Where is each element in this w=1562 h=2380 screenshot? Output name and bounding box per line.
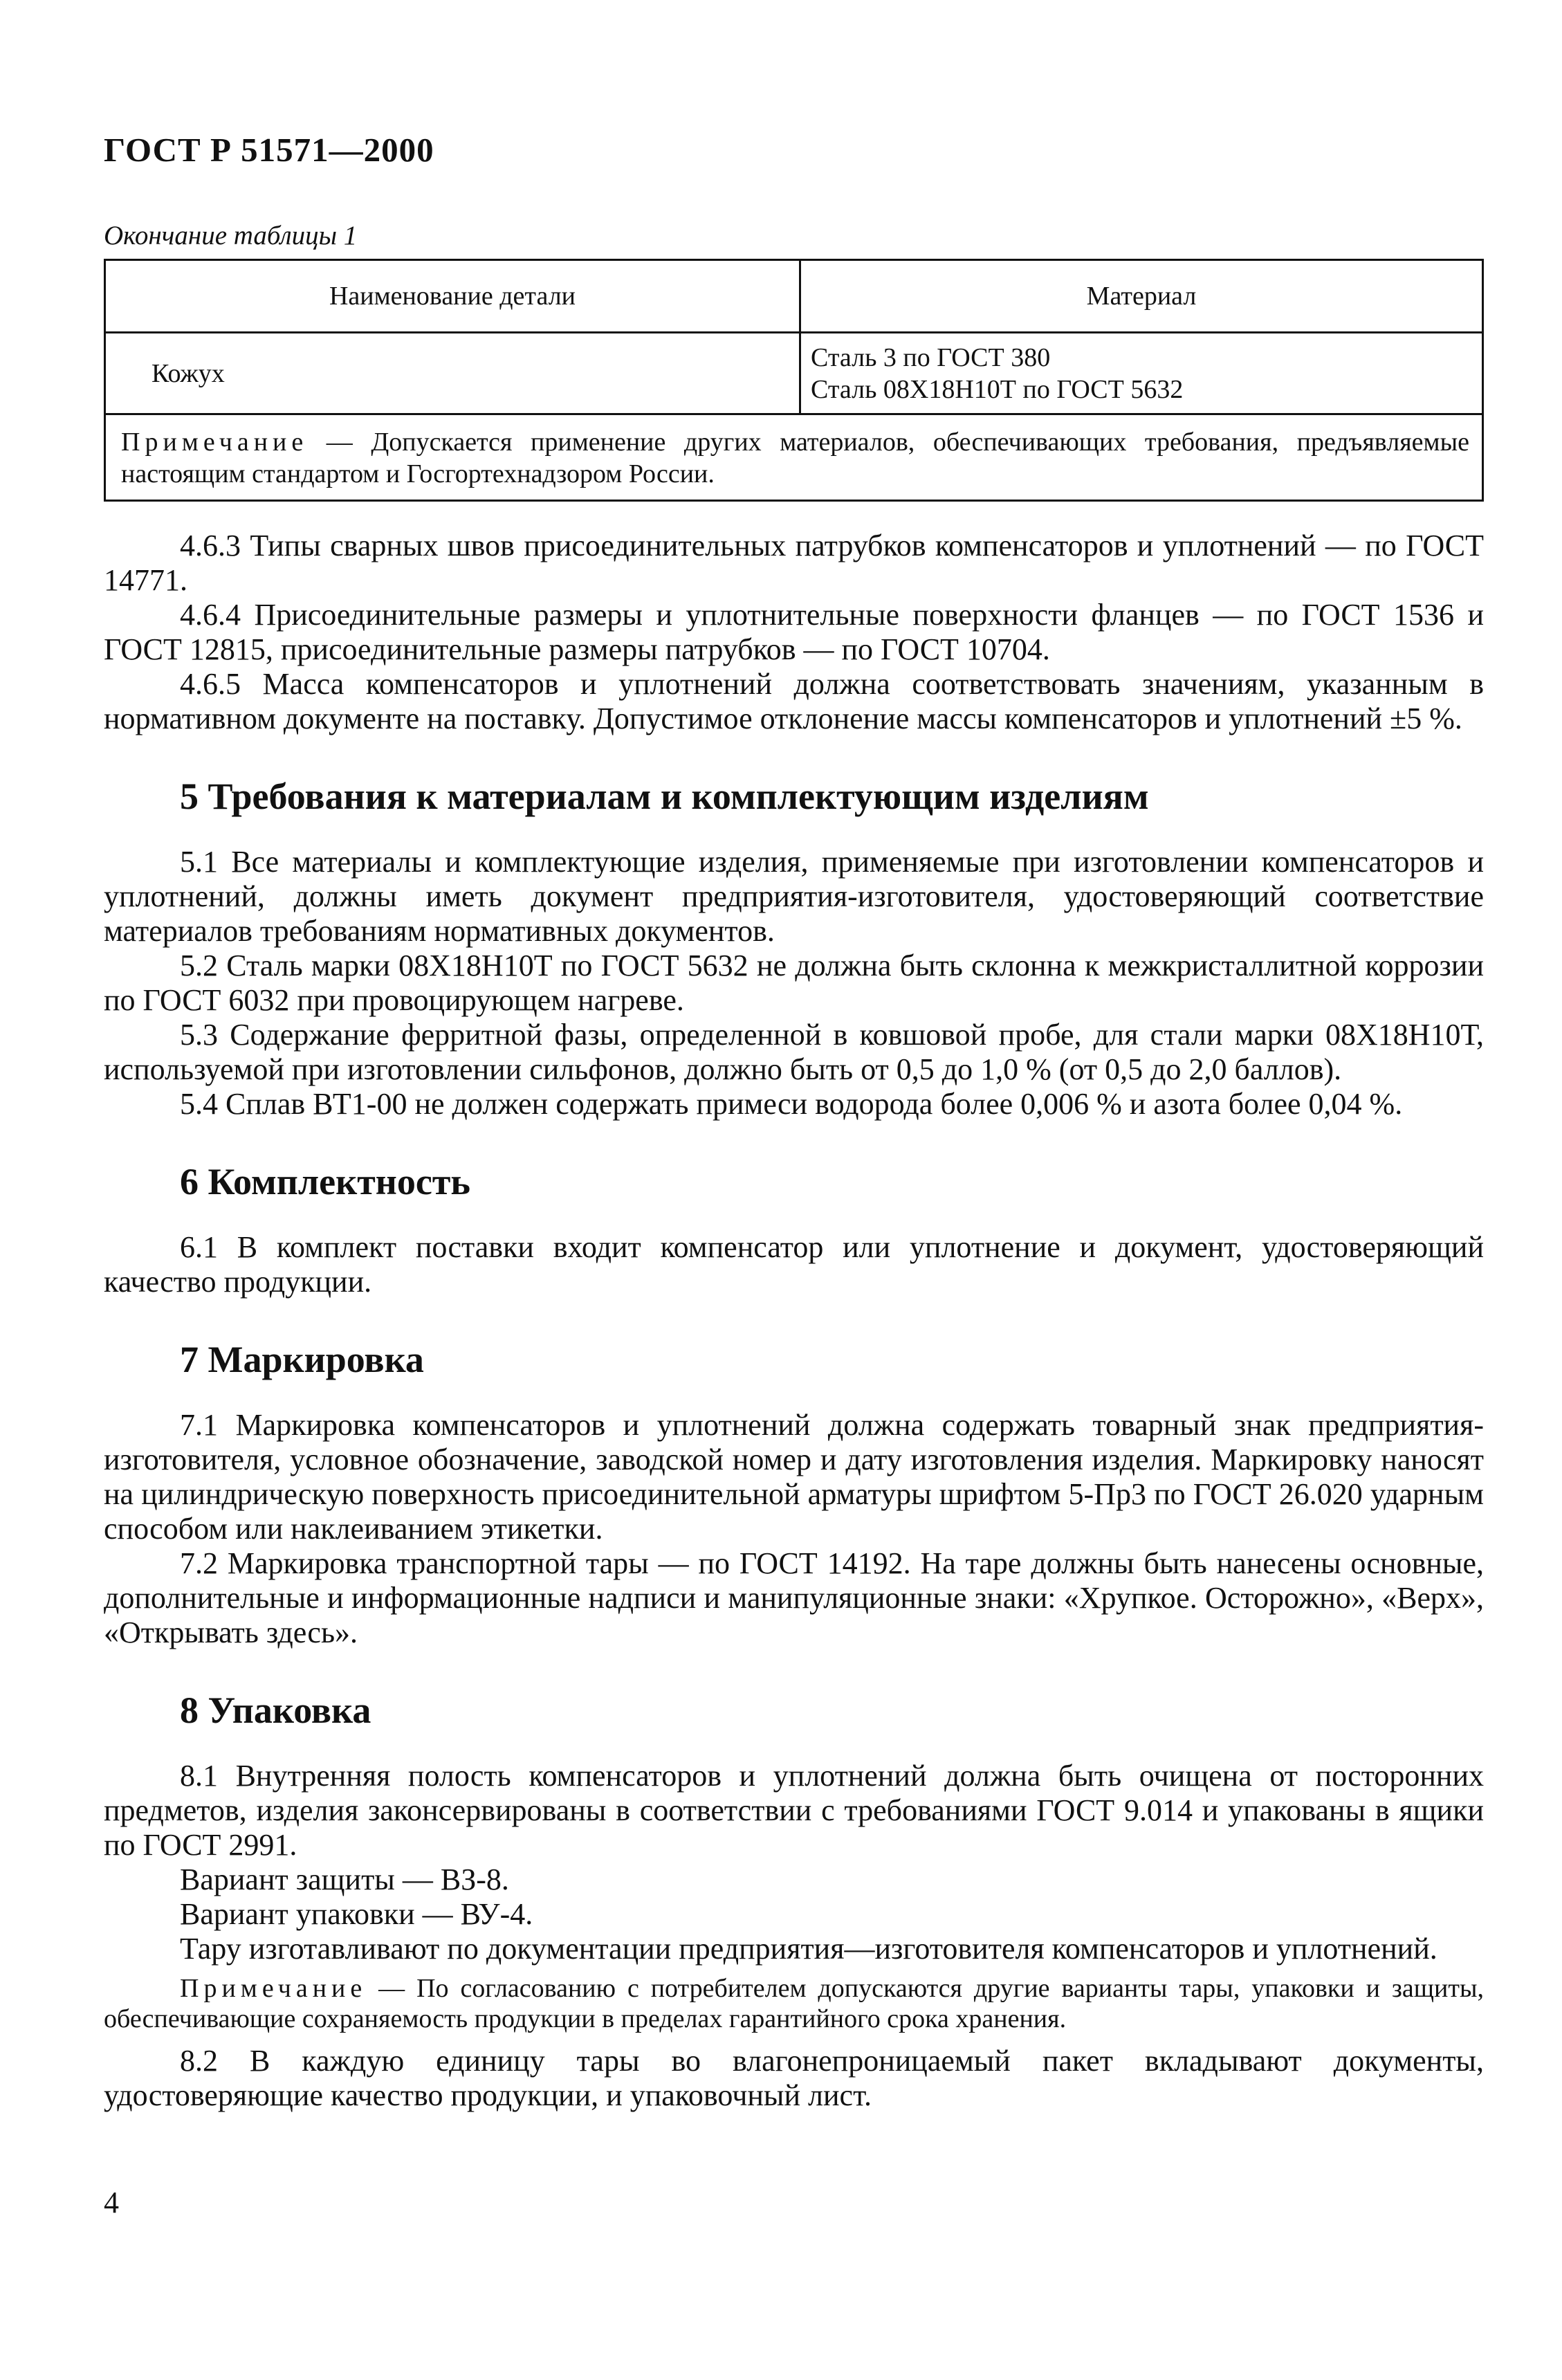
material-line: Сталь 08Х18Н10Т по ГОСТ 5632 — [811, 374, 1184, 404]
paragraph-container-docs: Тару изготавливают по документации предприятия—изготовителя компенсаторов и уплотнений. — [180, 1932, 1437, 1966]
table-note — [105, 414, 1483, 501]
paragraph-8-1: 8.1 Внутренняя полость компенсаторов и уплотнений должна быть очищена от посторонних предметов, изделия законсервированы в соответствии с требованиями ГОСТ 9.014 и упакованы в ящики по ГОСТ 2991. — [104, 1759, 1484, 1862]
header-part-name: Наименование детали — [105, 260, 800, 333]
table-caption: Окончание таблицы 1 — [104, 221, 358, 250]
paragraph-protection-variant: Вариант защиты — ВЗ-8. — [180, 1862, 509, 1896]
body-text — [104, 529, 1484, 2113]
note-text: — По согласованию с потребителем допускаются другие варианты тары, упаковки и защиты, обеспечивающие сохраняемость продукции в пределах гарантийного срока хранения. — [104, 1974, 1484, 2033]
paragraph-5-3: 5.3 Содержание ферритной фазы, определенной в ковшовой пробе, для стали марки 08Х18Н10Т, используемой при изготовлении сильфонов, должно быть от 0,5 до 1,0 % (от 0,5 до 2,0 баллов). — [104, 1018, 1484, 1086]
materials-table — [104, 259, 1484, 502]
note-label: Примечание — [121, 428, 309, 457]
cell-part: Кожух — [105, 333, 800, 414]
header-material: Материал — [800, 260, 1483, 333]
material-line: Сталь 3 по ГОСТ 380 — [811, 342, 1051, 372]
cell-material — [800, 333, 1483, 414]
note-text: — Допускается применение других материалов, обеспечивающих требования, предъявляемые настоящим стандартом и Госгортехнадзором России. — [121, 428, 1469, 488]
paragraph-packing-variant: Вариант упаковки — ВУ-4. — [180, 1897, 533, 1931]
paragraph-4-6-3: 4.6.3 Типы сварных швов присоединительных патрубков компенсаторов и уплотнений — по ГОСТ 14771. — [104, 529, 1484, 597]
paragraph-5-2: 5.2 Сталь марки 08Х18Н10Т по ГОСТ 5632 не должна быть склонна к межкристаллитной коррозии по ГОСТ 6032 при провоцирующем нагреве. — [104, 949, 1484, 1017]
paragraph-5-4: 5.4 Сплав ВТ1-00 не должен содержать примеси водорода более 0,006 % и азота более 0,04 %. — [180, 1087, 1403, 1121]
page-number: 4 — [104, 2186, 119, 2219]
paragraph-7-1: 7.1 Маркировка компенсаторов и уплотнений должна содержать товарный знак предприятия-изготовителя, условное обозначение, заводской номер и дату изготовления изделия. Маркировку наносят на цилиндрическую поверхность присоединительной арматуры шрифтом 5-Пр3 по ГОСТ 26.020 ударным способом или наклеиванием этикетки. — [104, 1408, 1484, 1546]
note-label: Примечание — [180, 1974, 367, 2003]
document-header: ГОСТ Р 51571—2000 — [104, 131, 434, 169]
table-note-row — [105, 414, 1483, 501]
paragraph-5-1: 5.1 Все материалы и комплектующие изделия, применяемые при изготовлении компенсаторов и уплотнений, должны иметь документ предприятия-изготовителя, удостоверяющий соответствие материалов требованиям нормативных документов. — [104, 845, 1484, 948]
section-8-heading: 8 Упаковка — [180, 1690, 371, 1731]
paragraph-7-2: 7.2 Маркировка транспортной тары — по ГОСТ 14192. На таре должны быть нанесены основные, дополнительные и информационные надписи и манипуляционные знаки: «Хрупкое. Осторожно», «Верх», «Открывать здесь». — [104, 1546, 1484, 1649]
section-7-heading: 7 Маркировка — [180, 1339, 424, 1380]
section-5-heading: 5 Требования к материалам и комплектующим изделиям — [180, 776, 1149, 817]
table-row — [105, 333, 1483, 414]
table-header-row — [105, 260, 1483, 333]
paragraph-4-6-4: 4.6.4 Присоединительные размеры и уплотнительные поверхности фланцев — по ГОСТ 1536 и ГОСТ 12815, присоединительные размеры патрубков — по ГОСТ 10704. — [104, 598, 1484, 666]
paragraph-4-6-5: 4.6.5 Масса компенсаторов и уплотнений должна соответствовать значениям, указанным в нормативном документе на поставку. Допустимое отклонение массы компенсаторов и уплотнений ±5 %. — [104, 667, 1484, 735]
paragraph-8-2: 8.2 В каждую единицу тары во влагонепроницаемый пакет вкладывают документы, удостоверяющие качество продукции, и упаковочный лист. — [104, 2044, 1484, 2112]
paragraph-6-1: 6.1 В комплект поставки входит компенсатор или уплотнение и документ, удостоверяющий качество продукции. — [104, 1230, 1484, 1299]
section-6-heading: 6 Комплектность — [180, 1161, 470, 1202]
packaging-note — [104, 1973, 1484, 2034]
